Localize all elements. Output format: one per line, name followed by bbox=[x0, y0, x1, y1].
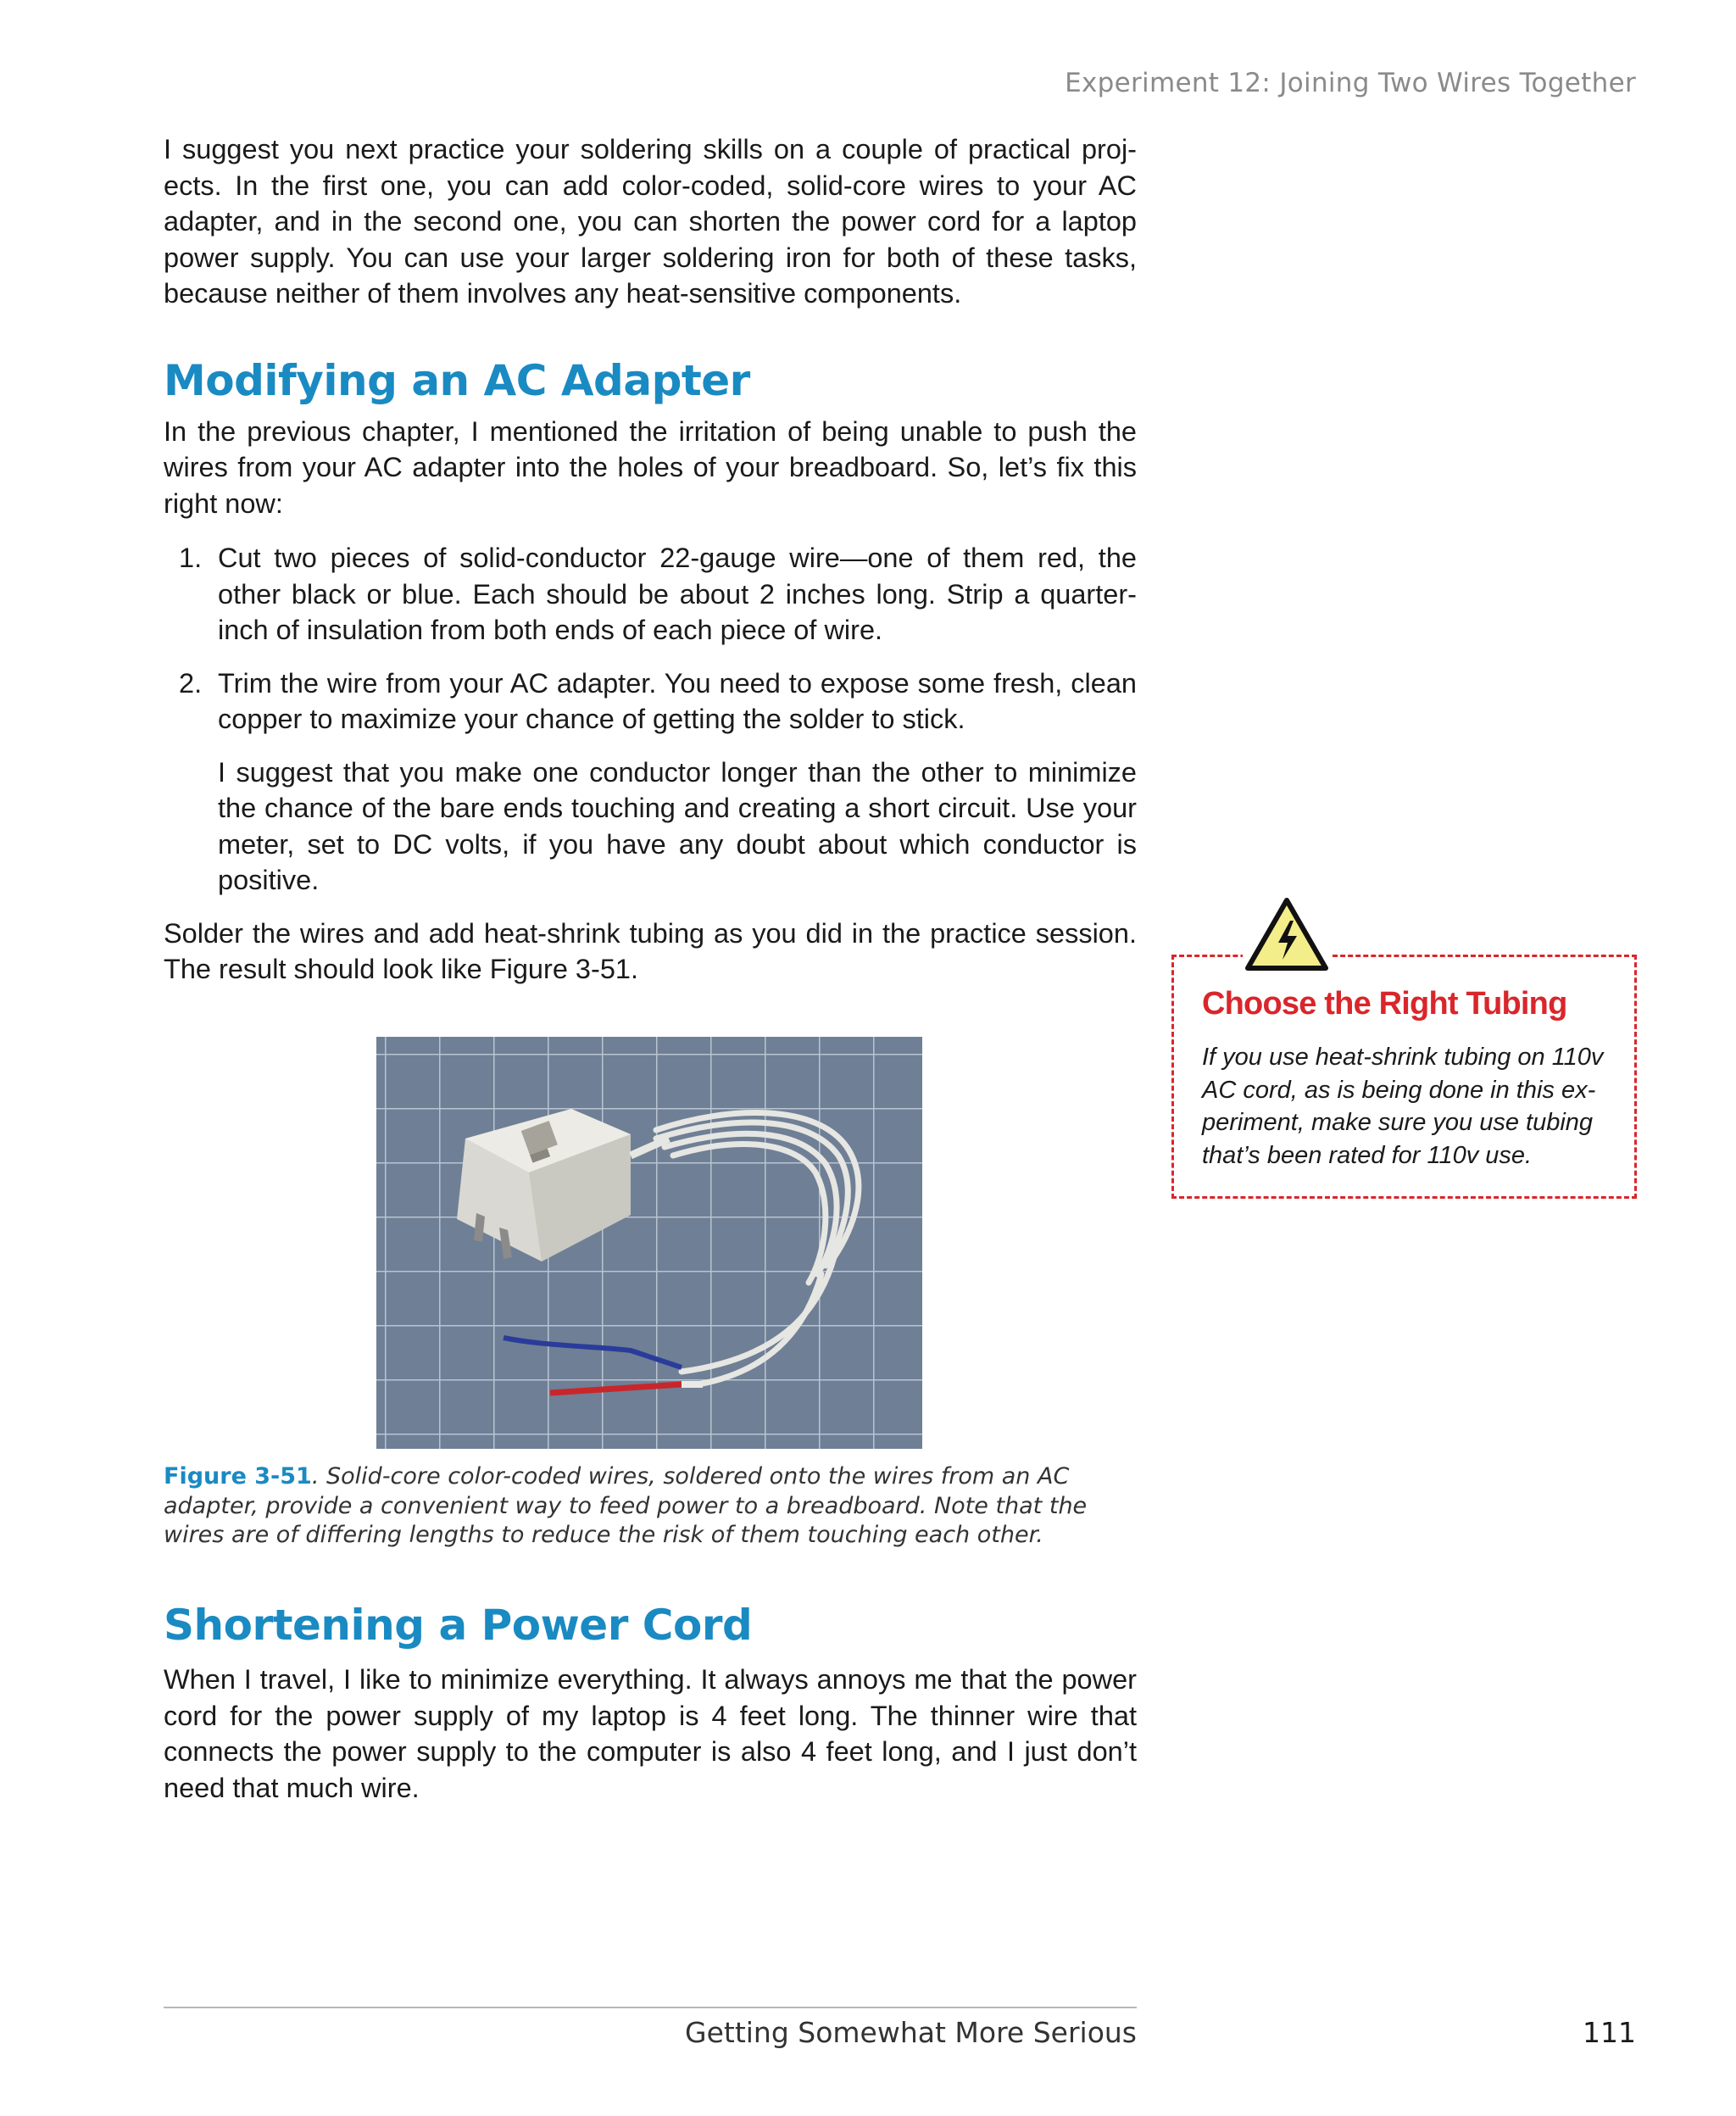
main-column bbox=[164, 131, 1137, 988]
high-voltage-warning-icon bbox=[1243, 895, 1331, 973]
step-text: Trim the wire from your AC adapter. You need to expose some fresh, clean copper to maximize your chance of getting the solder to stick. bbox=[218, 667, 1137, 734]
footer-divider bbox=[164, 2007, 1137, 2008]
figure-caption bbox=[164, 1462, 1137, 1551]
section2-paragraph: When I travel, I like to minimize everything. It always annoys me that the power cord for the power supply of my laptop is 4 feet long. The thinner wire that connects the power supply to the computer is also 4 feet long, and I just don’t need that much wire. bbox=[164, 1664, 1137, 1803]
figure-label: Figure 3-51 bbox=[164, 1463, 312, 1490]
page-number: 111 bbox=[1583, 2016, 1636, 2049]
list-item bbox=[164, 540, 1137, 649]
step-number: 2. bbox=[179, 667, 203, 699]
step-number: 1. bbox=[179, 543, 203, 573]
steps-list bbox=[164, 540, 1137, 899]
section2 bbox=[164, 1601, 1137, 1806]
intro-paragraph: I suggest you next practice your soldering skills on a couple of practical projects. In the first one, you can add color-coded, solid-core wires to your AC adapter, and in the second one, you can shorten the power cord for a laptop power supply. You can use your larger soldering iron for both of these tasks, because neither of them involves any heat-sensitive components. bbox=[164, 134, 1137, 309]
caption-separator: . bbox=[311, 1463, 327, 1490]
step-text: Cut two pieces of solid-conductor 22-gauge wire—one of them red, the other black or blue. Each should be about 2 inches long. Strip a quarter-inch of insulation from both ends of each piece of wire. bbox=[218, 543, 1137, 645]
section-heading-power-cord: Shortening a Power Cord bbox=[164, 1601, 753, 1650]
list-item bbox=[164, 665, 1137, 899]
running-head: Experiment 12: Joining Two Wires Together bbox=[1065, 68, 1636, 98]
sidebar-body: If you use heat-shrink tubing on 110v AC cord, as is being done in this experiment, make sure you use tubing that’s been rated for 110v use. bbox=[1202, 1044, 1604, 1169]
section1-after-paragraph: Solder the wires and add heat-shrink tubing as you did in the practice session. The result should look like Figure 3-51. bbox=[164, 917, 1137, 984]
section-heading-ac-adapter: Modifying an AC Adapter bbox=[164, 355, 750, 405]
footer-chapter-title: Getting Somewhat More Serious bbox=[685, 2016, 1137, 2049]
ac-adapter-photo bbox=[376, 1037, 922, 1449]
step-note: I suggest that you make one conductor longer than the other to minimize the chance of the bare ends touching and creating a short circuit. Use your meter, set to DC volts, if you have any doubt about which conductor is positive. bbox=[218, 756, 1137, 895]
caption-text: Solid-core color-coded wires, soldered onto the wires from an AC adapter, provide a convenient way to feed power to a breadboard. Note that the wires are of differing lengths to reduce the risk of them touching each other. bbox=[164, 1463, 1088, 1548]
figure-photo bbox=[376, 1037, 922, 1449]
sidebar-title: Choose the Right Tubing bbox=[1202, 986, 1567, 1022]
section1-paragraph: In the previous chapter, I mentioned the irritation of being unable to push the wires from your AC adapter into the holes of your breadboard. So, let’s fix this right now: bbox=[164, 415, 1137, 519]
